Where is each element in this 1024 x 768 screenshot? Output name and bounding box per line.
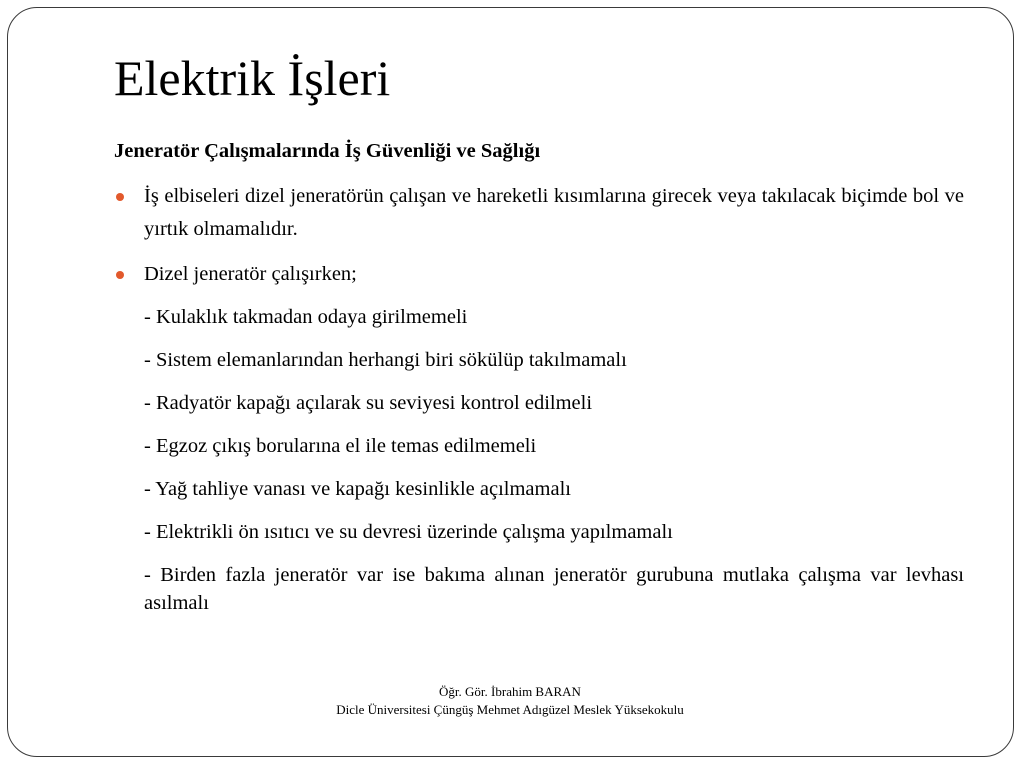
- bullet-text: Dizel jeneratör çalışırken;: [144, 263, 357, 285]
- sub-item: - Radyatör kapağı açılarak su seviyesi kontrol edilmeli: [144, 392, 593, 414]
- bullet-text: İş elbiseleri dizel jeneratörün çalışan ve hareketli kısımlarına girecek veya takılacak biçimde bol ve yırtık olmamalıdır.: [144, 185, 964, 240]
- footer-institution: Dicle Üniversitesi Çüngüş Mehmet Adıgüzel Meslek Yüksekokulu: [336, 702, 684, 717]
- footer-author: Öğr. Gör. İbrahim BARAN: [439, 684, 581, 699]
- bullet-item: [114, 258, 964, 291]
- sub-item: - Birden fazla jeneratör var ise bakıma alınan jeneratör gurubuna mutlaka çalışma var levhası asılmalı: [144, 564, 964, 614]
- sub-item: - Egzoz çıkış borularına el ile temas edilmemeli: [144, 435, 537, 457]
- bullet-item: [114, 180, 964, 246]
- slide-content: [114, 138, 964, 632]
- slide-subtitle: Jeneratör Çalışmalarında İş Güvenliği ve Sağlığı: [114, 140, 541, 162]
- sub-item: - Kulaklık takmadan odaya girilmemeli: [144, 306, 468, 328]
- sub-item: - Yağ tahliye vanası ve kapağı kesinlikle açılmamalı: [144, 478, 571, 500]
- sub-item: - Elektrikli ön ısıtıcı ve su devresi üzerinde çalışma yapılmamalı: [144, 521, 673, 543]
- bullet-dot-icon: [116, 271, 124, 279]
- slide-title: Elektrik İşleri: [114, 50, 391, 106]
- slide-footer: [0, 683, 1024, 719]
- bullet-dot-icon: [116, 193, 124, 201]
- sub-item: - Sistem elemanlarından herhangi biri sökülüp takılmamalı: [144, 349, 627, 371]
